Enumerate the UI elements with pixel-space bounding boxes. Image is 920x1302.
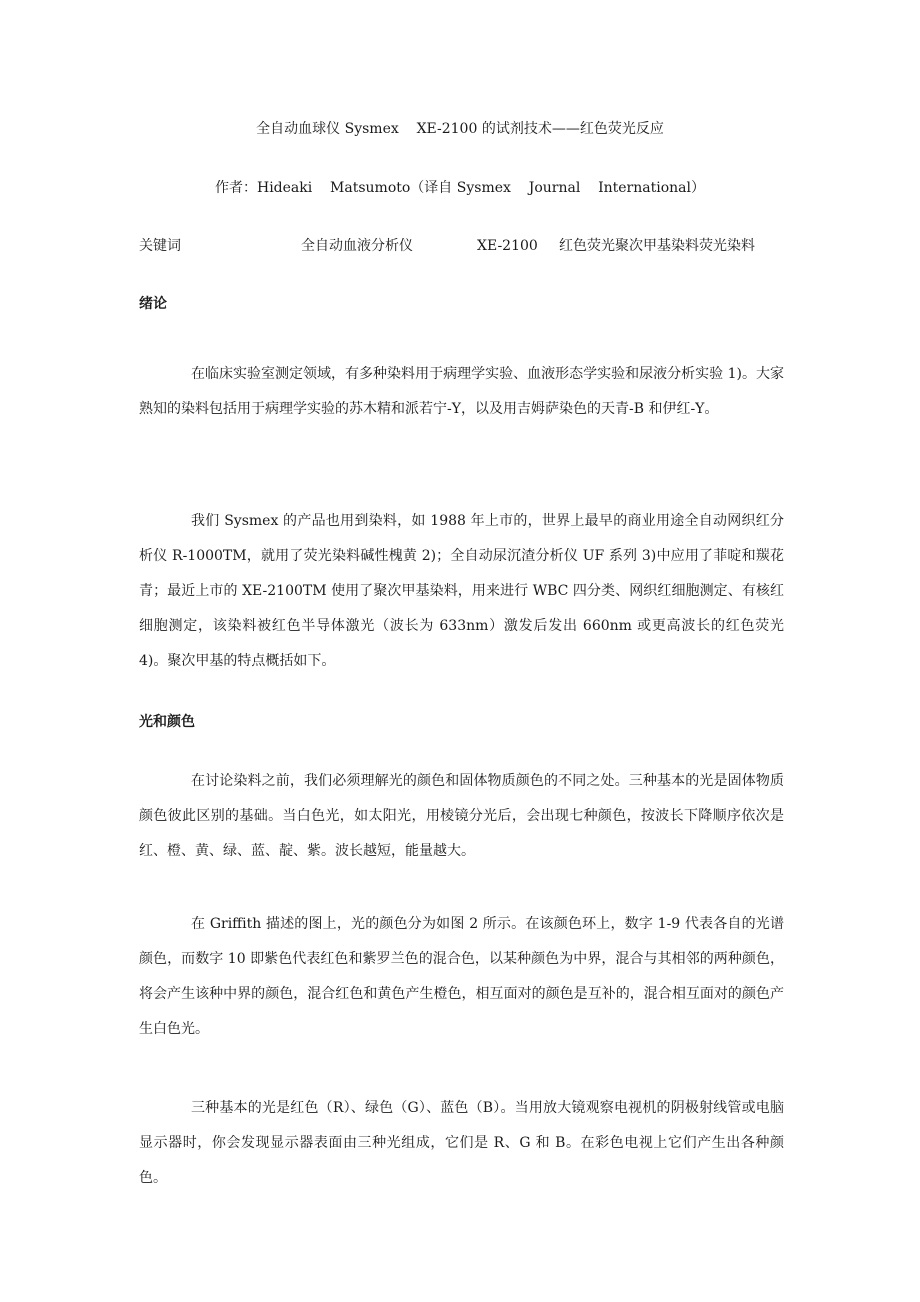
keyword-item: 全自动血液分析仪 [301,238,413,254]
paragraph: 三种基本的光是红色（R）、绿色（G）、蓝色（B）。当用放大镜观察电视机的阴极射线管或电脑显示器时，你会发现显示器表面由三种光组成，它们是 R、G 和 B。在彩色电视上它们产生出各种颜色。 [139,1100,784,1186]
paragraph: 我们 Sysmex 的产品也用到染料，如 1988 年上市的，世界上最早的商业用途全自动网织红分析仪 R-1000TM，就用了荧光染料碱性槐黄 2)；全自动尿沉渣分析仪 UF 系列 3)中应用了菲啶和羰花青；最近上市的 XE-2100TM 使用了聚次甲基染料，用来进行 WBC 四分类、网织红细胞测定、有核红细胞测定，该染料被红色半导体激光（波长为 633nm）激发后发出 660nm 或更高波长的红色荧光 4)。聚次甲基的特点概括如下。 [139,513,784,669]
keyword-item: XE-2100 [477,238,538,254]
author-line: 作者：Hideaki Matsumoto（译自 Sysmex Journal International） [215,180,705,196]
section-heading-introduction: 绪论 [139,296,167,312]
keywords-label: 关键词 [139,238,181,254]
keyword-item: 红色荧光聚次甲基染料荧光染料 [559,238,755,254]
document-title: 全自动血球仪 Sysmex XE-2100 的试剂技术——红色荧光反应 [256,121,664,137]
paragraph: 在 Griffith 描述的图上，光的颜色分为如图 2 所示。在该颜色环上，数字 1-9 代表各自的光谱颜色，而数字 10 即紫色代表红色和紫罗兰色的混合色，以某种颜色为中界，混合与其相邻的两种颜色，将会产生该种中界的颜色，混合红色和黄色产生橙色，相互面对的颜色是互补的，混合相互面对的颜色产生白色光。 [139,916,784,1037]
paragraph: 在讨论染料之前，我们必须理解光的颜色和固体物质颜色的不同之处。三种基本的光是固体物质颜色彼此区别的基础。当白色光，如太阳光，用棱镜分光后，会出现七种颜色，按波长下降顺序依次是红、橙、黄、绿、蓝、靛、紫。波长越短，能量越大。 [139,773,784,859]
section-heading-light-and-color: 光和颜色 [139,714,195,730]
paragraph: 在临床实验室测定领域，有多种染料用于病理学实验、血液形态学实验和尿液分析实验 1)。大家熟知的染料包括用于病理学实验的苏木精和派若宁-Y，以及用吉姆萨染色的天青-B 和伊红-Y。 [139,366,784,417]
